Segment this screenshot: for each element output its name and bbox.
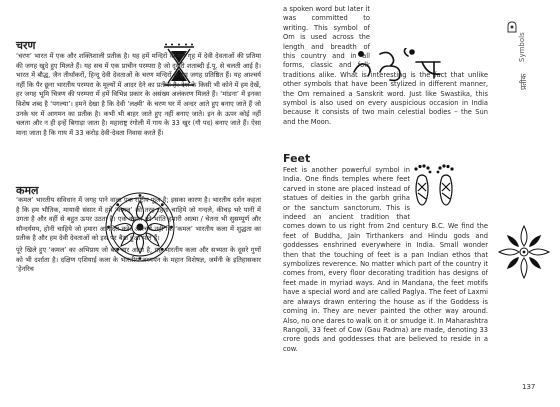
om-float-spacer [370, 5, 488, 67]
charan-heading: चरण [16, 39, 36, 52]
feet-paragraph [283, 166, 488, 354]
feet-heading: Feet [283, 152, 311, 165]
om-body [283, 5, 488, 127]
rangoli-lotus-icon [495, 222, 553, 282]
page-number: 137 [522, 383, 536, 391]
om-paragraph [283, 5, 488, 127]
kamal-heading: कमल [16, 184, 39, 197]
feet-float-spacer [410, 166, 488, 214]
charan-paragraph: ‘चरण’ भारत में एक और शक्तिशाली प्रतीक है। यह हमें मन्दिरों के गर्भ गृह में देवी देवताओं की प्रतिमा की जगह खुदे हुए मिलते हैं। यह सच में एक प्राचीन परम्परा है जो दूसरी शताब्दी ई.पू. से चलती आई है। भारत में बौद्ध, जैन तीर्थांकरों, हिन्दू देवी देवताओं के चरण मन्दिरों में इस जगह प्रतिष्ठित हैं। यह आश्चर्य नहीं कि पैर छूना भारतीय परम्परा के मूल्यों में आदर देने का प्रतीक है। देश के किसी भी कोने में हम देखें, हर जगह भूमि चित्रण की परम्परा में हमें विभिन्न प्रकार के असंख्य अलंकरण मिलते हैं। ‘मांडना’ में इनका विशेष शब्द है ‘पगल्या’। हमने देखा है कि देवी ‘लक्ष्मी’ के चरण घर में अन्दर आते हुए बनाए जाते हैं जो उनके घर में आगमन का प्रतीक है। कभी भी बाहर जाते हुए नहीं बनाए जाते। इन के ऊपर कोई नहीं चलता और न ही इन्हें बिगाड़ा जाता है। महाराष्ट्र रंगोली में गाय के 33 खुर (गौ पद) बनाए जाते हैं। ऐसा माना जाता है कि गाय में 33 करोड़ देवी-देवता निवास करते हैं। [16, 52, 261, 137]
section-label: Symbols [518, 32, 526, 62]
section-emblem-icon [506, 20, 518, 34]
charan-body [16, 52, 261, 138]
feet-paragraph-text: Feet is another powerful symbol in India. One finds temples where feet carved in stone are placed instead of statues of deities in the garbh griha or the sanctum sanctorum. This is indeed an ancient tradition that comes down to us right from 2nd century B.C. We find the feet of Buddha, Jain Tirthankers and Hindu gods and goddesses enshrined everywhere in India. Small wonder then that the touching of feet is a pan Indian ethos that symbolizes reverence. No matter which part of the country it comes from, every floor decorating tradition has designs of feet made in myriad ways. And in Mandana, the feet motifs have a special word and are called Paglya. The feet of Laxmi are always drawn entering the house as if the Goddess is coming in. They are never painted the other way around. Also, no one dares to walk on it or smudge it. In Maharashtra Rangoli, 33 feet of Cow (Gau Padma) are made, denoting 33 crore gods and goddesses that are believed to reside in a cow. [283, 166, 488, 353]
om-paragraph-text: a spoken word but later it was committed to writing. This symbol of Om is used across the length and breadth of this country and in all forms, classic and folk traditions alike. What is interesting is the fact that unlike other symbols that have been stylized in different manner, the Om remained a Sanskrit word. Just like Swastika, this symbol is also used on every auspicious occasion in India because it consists of two main celestial bodies – the Sun and the Moon. [283, 5, 488, 126]
kamal-body [16, 196, 261, 275]
feet-body [283, 166, 488, 354]
section-label-hindi: प्रतीक [519, 73, 528, 90]
kamal-paragraph-1: ‘कमल’ भारतीय सविधान में जगह पाने वाला एक राष्ट्रीय फूल है; इसका कारण है। भारतीय दर्शन कहता है कि हम भौतिक, मायावी संसार में हमें ‘कमल’ की तरह रहना चाहिये जो गन्दले, कीचड़ भरे पानी में उगता है और वहीं से बहुत ऊपर उठता है। एक कमल की भांति हमारी आत्मा / चेतना भी सुसम्पूर्ण और सौन्दर्यमय, होनी चाहिये जो हमारा आनंदित करे। आश्चर्य नहीं कि ‘कमल’ भारतीय कला में शुद्धता का प्रतीक है और हम देवी देवताओं को इस पर बैठा हुआ पाते हैं। [16, 196, 261, 243]
kamal-paragraph-2: पूरे खिले हुए ‘कमल’ का अभिप्राय जो बार-बार आता है, यह भारतीय कला और सभ्यता के दूसरे गुणों को भी दर्शाता है। दक्षिण एशियाई कला के भारतीय अध्ययन के महान विशेषज्ञ, जर्मनी के इतिहासकार ‘हेनरिच [16, 245, 261, 274]
